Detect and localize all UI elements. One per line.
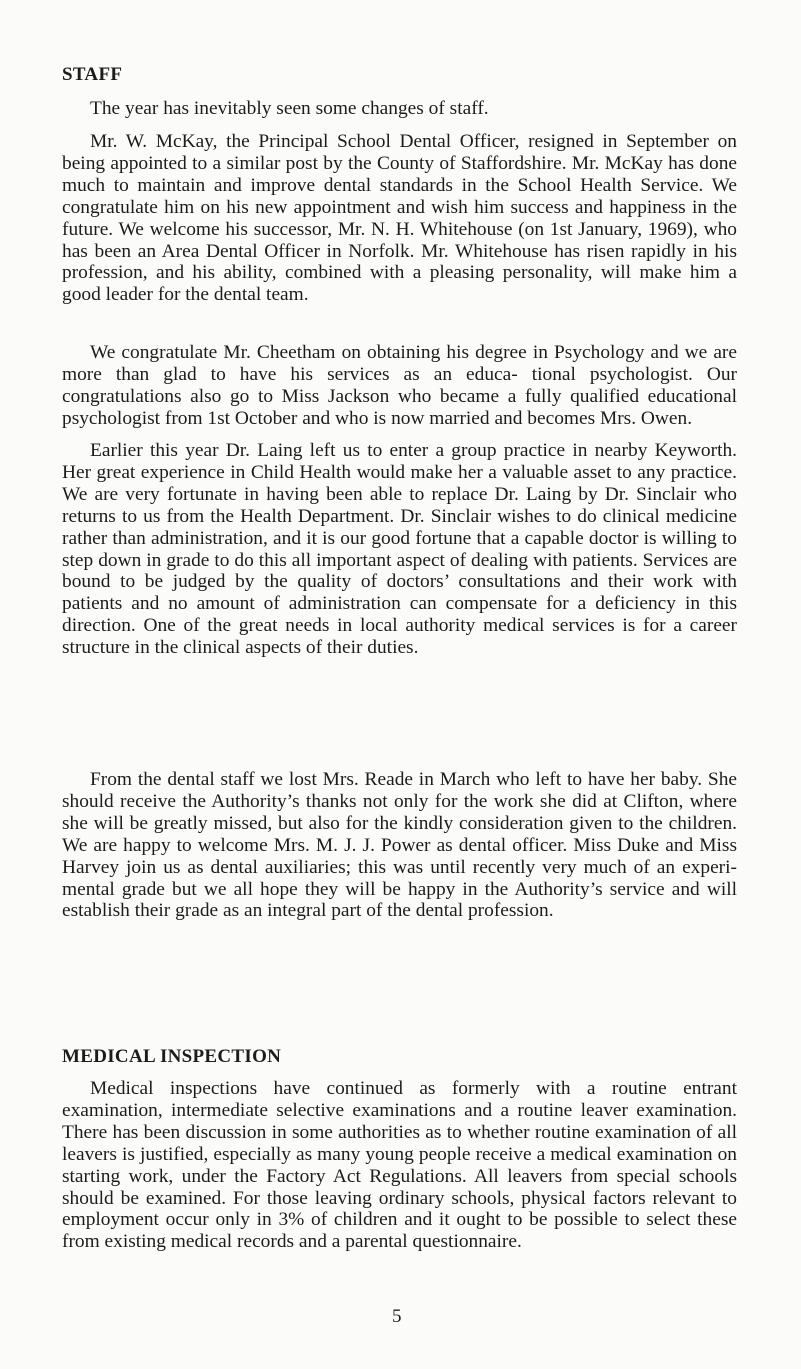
staff-paragraph-1: The year has inevitably seen some changes of staff. — [90, 98, 489, 119]
staff-paragraph-4: Earlier this year Dr. Laing left us to enter a group practice in nearby Keyworth. Her great experience in Child Health would make her a valuable asset to any practice. We are very fortunate in having been able to replace Dr. Laing by Dr. Sinclair who returns to us from the Health Department. Dr. Sinclair wishes to do clinical medicine rather than administration, and it is our good fortune that a capable doctor is willing to step down in grade to do this all important aspect of dealing with patients. Services are bound to be judged by the quality of doctors’ consultations and their work with patients and no amount of administration can compensate for a deficiency in this direction. One of the great needs in local authority medical services is for a career structure in the clinical aspects of their duties. — [62, 440, 737, 659]
section-heading-staff: STAFF — [62, 64, 123, 85]
medical-inspection-paragraph-1: Medical inspections have continued as formerly with a routine entrant examination, intermediate selective examinations and a routine leaver examination. There has been discussion in some authorities as to whether routine examination of all leavers is justified, especially as many young people receive a medical examination on starting work, under the Factory Act Regulations. All leavers from special schools should be examined. For those leaving ordinary schools, physical factors relevant to employment occur only in 3% of children and it ought to be possible to select these from existing medical records and a parental questionnaire. — [62, 1078, 737, 1253]
staff-paragraph-5: From the dental staff we lost Mrs. Reade in March who left to have her baby. She should receive the Authority’s thanks not only for the work she did at Clifton, where she will be greatly missed, but also for the kindly consideration given to the children. We are happy to welcome Mrs. M. J. J. Power as dental officer. Miss Duke and Miss Harvey join us as dental auxiliaries; this was until recently very much of an experi- mental grade but we all hope they will be happy in the Authority’s service and will establish their grade as an integral part of the dental profession. — [62, 769, 737, 922]
section-heading-medical-inspection: MEDICAL INSPECTION — [62, 1046, 282, 1067]
staff-paragraph-3: We congratulate Mr. Cheetham on obtaining his degree in Psychology and we are more than glad to have his services as an educa- tional psychologist. Our congratulations also go to Miss Jackson who became a fully qualified educational psychologist from 1st October and who is now married and becomes Mrs. Owen. — [62, 342, 737, 429]
page-number: 5 — [392, 1306, 402, 1327]
staff-paragraph-2: Mr. W. McKay, the Principal School Dental Officer, resigned in September on being appointed to a similar post by the County of Staffordshire. Mr. McKay has done much to maintain and improve dental standards in the School Health Service. We congratulate him on his new appointment and wish him success and happiness in the future. We welcome his successor, Mr. N. H. Whitehouse (on 1st January, 1969), who has been an Area Dental Officer in Norfolk. Mr. Whitehouse has risen rapidly in his profession, and his ability, combined with a pleasing personality, will make him a good leader for the dental team. — [62, 131, 737, 306]
